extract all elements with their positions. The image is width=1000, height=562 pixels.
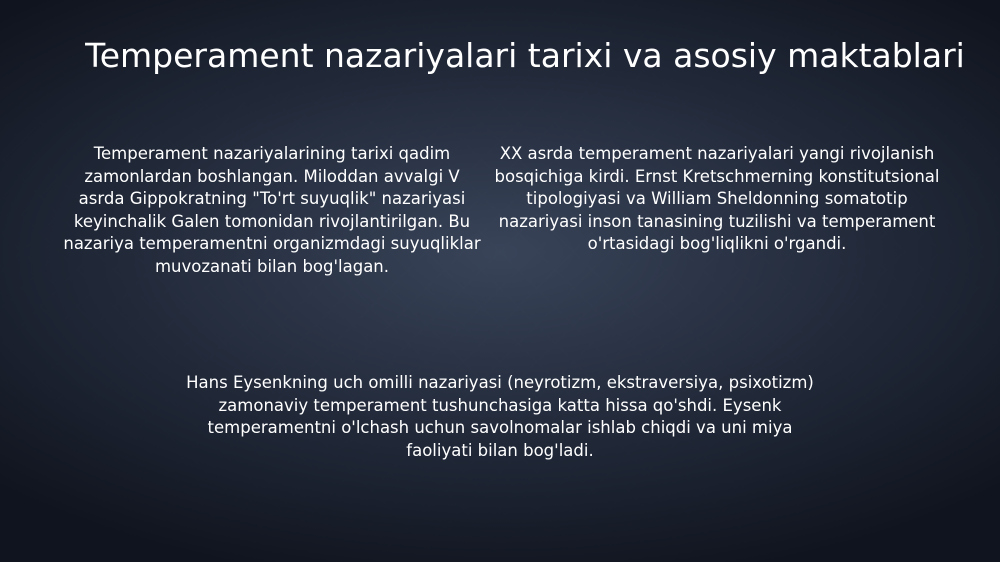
slide-title: Temperament nazariyalari tarixi va asosiy maktablari	[85, 36, 965, 75]
paragraph-20th-century-theories: XX asrda temperament nazariyalari yangi rivojlanish bosqichiga kirdi. Ernst Kretschmerning konstitutsional tipologiyasi va William Sheldonning somatotip nazariyasi inson tanasining tuzilishi va temperament o'rtasidagi bog'liqlikni o'rgandi.	[494, 144, 940, 254]
paragraph-eysenck-theory: Hans Eysenkning uch omilli nazariyasi (neyrotizm, ekstraversiya, psixotizm) zamonaviy temperament tushunchasiga katta hissa qo'shdi. Eysenk temperamentni o'lchash uchun savolnomalar ishlab chiqdi va uni miya faoliyati bilan bog'ladi.	[186, 373, 814, 460]
paragraph-ancient-theories: Temperament nazariyalarining tarixi qadim zamonlardan boshlangan. Miloddan avvalgi V asrda Gippokratning "To'rt suyuqlik" nazariyasi keyinchalik Galen tomonidan rivojlantirilgan. Bu nazariya temperamentni organizmdagi suyuqliklar muvozanati bilan bog'lagan.	[63, 144, 481, 276]
